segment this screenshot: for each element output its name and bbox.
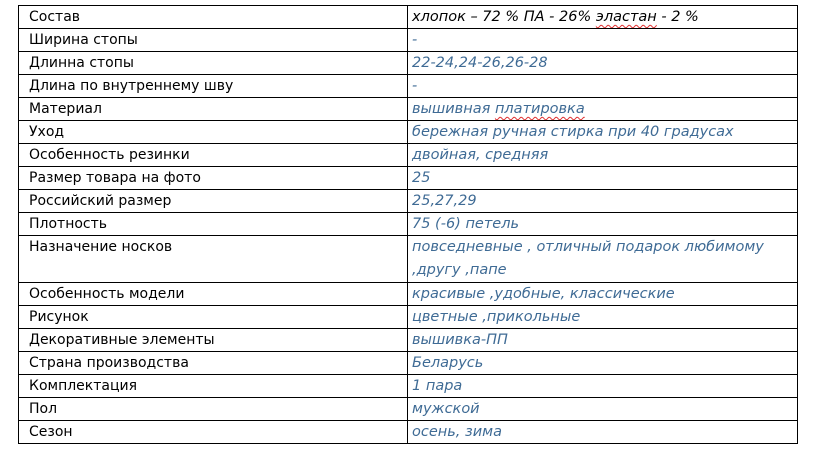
spec-label: Ширина стопы [19,29,408,52]
spec-value: хлопок – 72 % ПА - 26% эластан - 2 % [408,6,798,29]
spec-row [19,52,798,75]
spec-row [19,29,798,52]
spellcheck-underline: эластан [595,9,657,25]
spec-row [19,398,798,421]
spec-value: цветные ,прикольные [408,306,798,329]
spec-label: Размер товара на фото [19,167,408,190]
spec-label: Особенность модели [19,283,408,306]
spec-row [19,213,798,236]
spec-value: 25,27,29 [408,190,798,213]
spec-value: повседневные , отличный подарок любимому ,другу ,папе [408,236,798,283]
spec-row [19,352,798,375]
spellcheck-underline: платировка [494,101,585,117]
spec-row [19,236,798,283]
spec-label: Рисунок [19,306,408,329]
spec-row [19,167,798,190]
spec-row [19,121,798,144]
spec-value: 22-24,24-26,26-28 [408,52,798,75]
spec-value: вышивная платировка [408,98,798,121]
spec-value: 1 пара [408,375,798,398]
spec-label: Плотность [19,213,408,236]
spec-label: Декоративные элементы [19,329,408,352]
spec-value: 25 [408,167,798,190]
spec-row [19,283,798,306]
spec-label: Страна производства [19,352,408,375]
spec-value: - [408,75,798,98]
spec-label: Назначение носков [19,236,408,283]
spec-value: - [408,29,798,52]
spec-value: красивые ,удобные, классические [408,283,798,306]
spec-label: Российский размер [19,190,408,213]
product-spec-table [18,5,798,444]
spec-value: вышивка-ПП [408,329,798,352]
spec-label: Уход [19,121,408,144]
spec-row [19,329,798,352]
spec-row [19,98,798,121]
spec-row [19,6,798,29]
spec-value: осень, зима [408,421,798,444]
spec-row [19,421,798,444]
spec-label: Материал [19,98,408,121]
spec-label: Сезон [19,421,408,444]
spec-label: Длина по внутреннему шву [19,75,408,98]
spec-label: Состав [19,6,408,29]
spec-row [19,144,798,167]
spec-label: Пол [19,398,408,421]
spec-value: двойная, средняя [408,144,798,167]
spec-value: Беларусь [408,352,798,375]
spec-label: Особенность резинки [19,144,408,167]
spec-table-body [19,6,798,444]
spec-row [19,306,798,329]
spec-value: 75 (-6) петель [408,213,798,236]
spec-row [19,375,798,398]
spec-row [19,75,798,98]
spec-label: Длинна стопы [19,52,408,75]
spec-value: бережная ручная стирка при 40 градусах [408,121,798,144]
spec-row [19,190,798,213]
spec-label: Комплектация [19,375,408,398]
spec-value: мужской [408,398,798,421]
